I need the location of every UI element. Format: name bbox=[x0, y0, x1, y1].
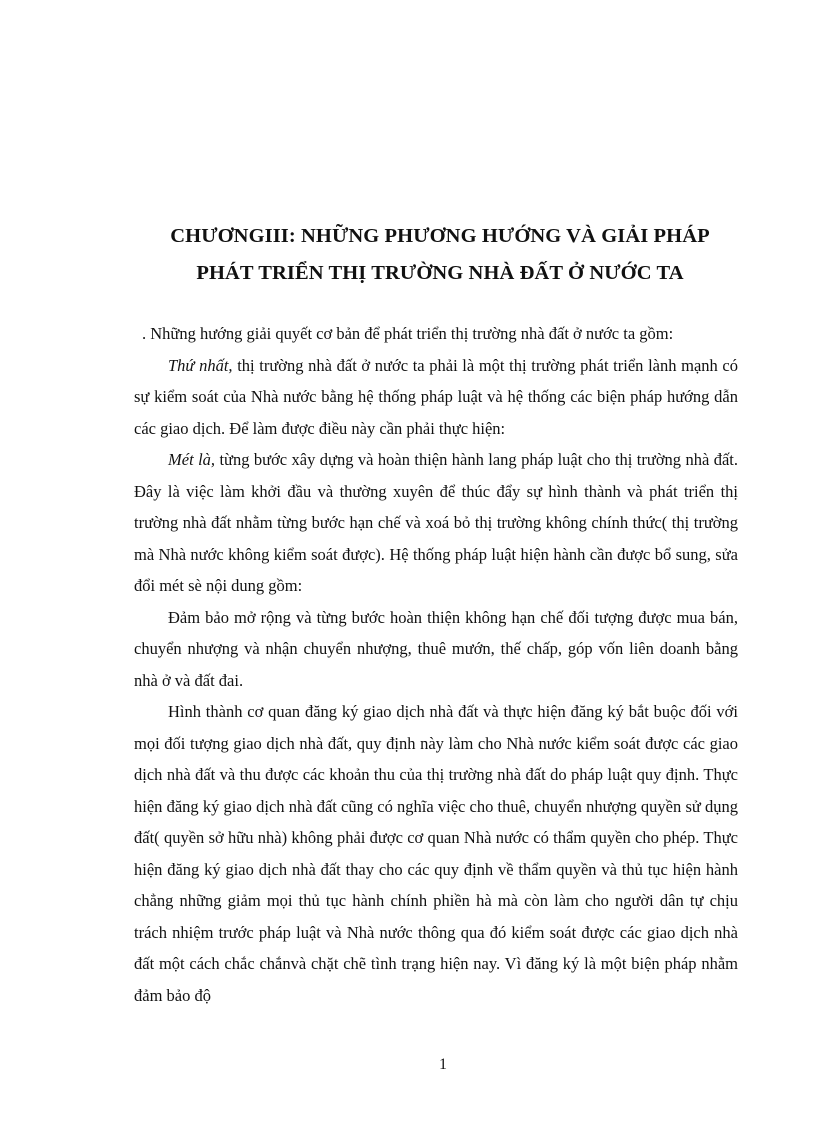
chapter-title-line-2: PHÁT TRIỂN THỊ TRƯỜNG NHÀ ĐẤT Ở NƯỚC TA bbox=[196, 262, 684, 284]
first-point-lead: Thứ nhất, bbox=[168, 355, 233, 375]
first-point-text: thị trường nhà đất ở nước ta phải là một thị trường phát triển lành mạnh có sự kiểm soát của Nhà nước bằng hệ thống pháp luật và hệ thống các biện pháp hướng dẫn các giao dịch. Để làm được điều này cần phải thực hiện: bbox=[134, 355, 738, 438]
paragraph-intro: . Những hướng giải quyết cơ bản để phát triển thị trường nhà đất ở nước ta gồm: bbox=[142, 324, 674, 343]
paragraph-registration: Hình thành cơ quan đăng ký giao dịch nhà đất và thực hiện đăng ký bắt buộc đối với mọi đối tượng giao dịch nhà đất, quy định này làm cho Nhà nước kiểm soát được các giao dịch nhà đất và thu được các khoản thu của thị trường nhà đất do pháp luật quy định. Thực hiện đăng ký giao dịch nhà đất cũng có nghĩa việc cho thuê, chuyển nhượng quyền sử dụng đất( quyền sở hữu nhà) không phải được cơ quan Nhà nước có thẩm quyền cho phép. Thực hiện đăng ký giao dịch nhà đất thay cho các quy định về thẩm quyền và thủ tục hiện hành chẳng những giảm mọi thủ tục hành chính phiền hà mà còn làm cho người dân tự chịu trách nhiệm trước pháp luật và Nhà nước thông qua đó kiểm soát được các giao dịch nhà đất một cách chắc chắnvà chặt chẽ tình trạng hiện nay. Vì đăng ký là một biện pháp nhằm đảm bảo độ bbox=[134, 702, 738, 1005]
paragraph-ensure: Đảm bảo mở rộng và từng bước hoàn thiện không hạn chế đối tượng được mua bán, chuyển nhượng và nhận chuyển nhượng, thuê mướn, thế chấp, góp vốn liên doanh bằng nhà ở và đất đai. bbox=[134, 607, 738, 690]
paragraph-first-point bbox=[134, 350, 738, 445]
page-number: 1 bbox=[439, 1056, 447, 1073]
chapter-title bbox=[100, 218, 780, 292]
paragraph-one bbox=[134, 444, 738, 602]
chapter-title-line-1: CHƯƠNGIII: NHỮNG PHƯƠNG HƯỚNG VÀ GIẢI PHÁP bbox=[170, 225, 710, 247]
one-lead: Mét là, bbox=[168, 450, 216, 469]
one-text: từng bước xây dựng và hoàn thiện hành lang pháp luật cho thị trường nhà đất. Đây là việc làm khởi đầu và thường xuyên để thúc đẩy sự hình thành và phát triển thị trường nhà đất nhằm từng bước hạn chế và xoá bỏ thị trường không chính thức( thị trường mà Nhà nước không kiểm soát được). Hệ thống pháp luật hiện hành cần được bổ sung, sửa đổi mét sè nội dung gồm: bbox=[134, 450, 738, 595]
body-text bbox=[134, 318, 738, 1011]
